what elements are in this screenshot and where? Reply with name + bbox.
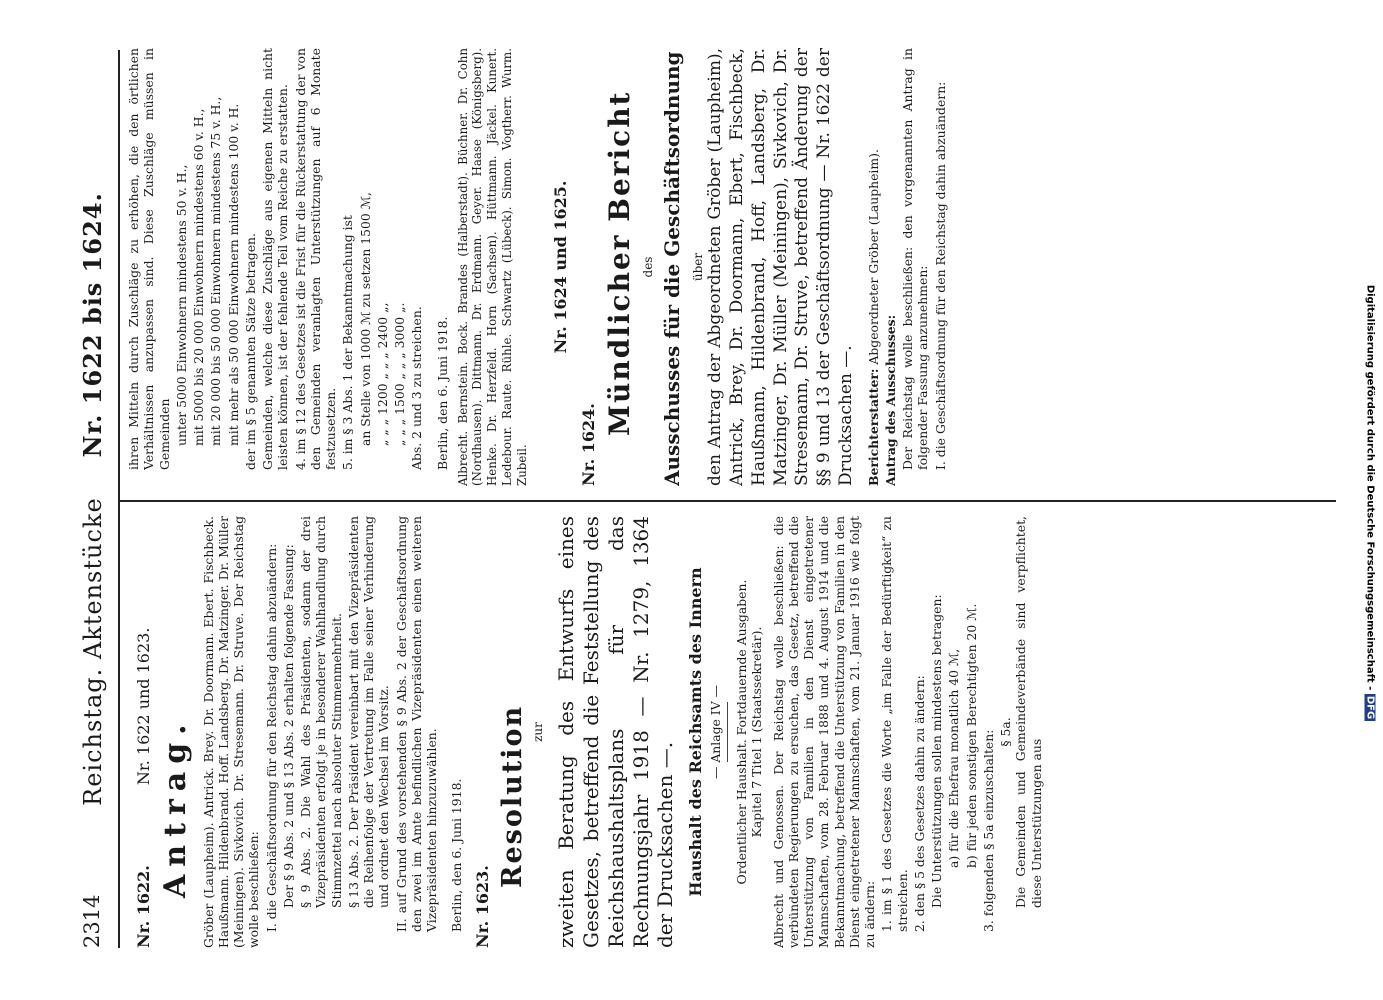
tier-4: mit mehr als 50 000 Einwohnern mindestens 100 v. H. xyxy=(225,103,241,446)
dfg-watermark xyxy=(1359,8,1381,998)
bericht-subtitle: Ausschusses für die Geschäftsordnung xyxy=(659,51,684,486)
anlage: — Anlage IV — xyxy=(707,685,723,779)
page-header xyxy=(72,50,112,948)
antrag-title: Antrag. xyxy=(157,716,193,898)
ordentlicher-haushalt: Ordentlicher Haushalt. Fortdauernde Ausgaben. xyxy=(734,579,750,885)
antrag-item-i: I. die Geschäftsordnung für den Reichstag dahin abzuändern: xyxy=(263,543,279,932)
resolution-item-2b: b) für jeden sonstigen Berechtigten 20 ℳ. xyxy=(963,603,979,868)
left-column xyxy=(126,516,1344,948)
berichterstatter xyxy=(866,48,881,486)
item-5-row-1: an Stelle von 1000 ℳ zu setzen 1500 ℳ, xyxy=(357,192,373,446)
tier-5: der im § 5 genannten Sätze betragen. xyxy=(242,233,258,470)
header-rule xyxy=(118,50,120,948)
resolution-body: Albrecht und Genossen. Der Reichstag wolle beschließen: die verbündeten Regierungen zu ersuchen, das Gesetz, betreffend die Unterstützung von Familien in den Dienst eingetretener Mannschaften, vom 28. Februar 1888 und 4. August 1914 und die Bekanntmachung, betreffend die Unterstützung von Familien in den Dienst eingetretener Mannschaften, vom 21. Januar 1916 wie folgt zu ändern: xyxy=(770,516,878,948)
resolution-item-2: 2. den § 5 des Gesetzes dahin zu ändern: xyxy=(911,675,927,932)
nr-1622-heading: Nr. 1622.Nr. 1622 und 1623. xyxy=(134,627,153,948)
bericht-title: Mündlicher Bericht xyxy=(602,90,636,436)
antrag-date: Berlin, den 6. Juni 1918. xyxy=(449,778,465,932)
document-page xyxy=(26,20,1356,980)
continued-text: ihren Mitteln durch Zuschläge zu erhöhen, die den örtlichen Verhältnissen anzupassen sind. Diese Zuschläge müssen in Gemeinden xyxy=(126,48,172,470)
haushalt-heading: Haushalt des Reichsamts des Innern xyxy=(686,567,706,897)
item-5-row-2: „ „ „ 1200 „ „ „ 2400 „, xyxy=(374,302,390,446)
resolution-date: Berlin, den 6. Juni 1918. xyxy=(434,316,450,470)
antrag-par9: § 9 Abs. 2. Die Wahl des Präsidenten, sodann der drei Vizepräsidenten erfolgt je in besonderer Wahlhandlung durch Stimmzettel nach absoluter Stimmenmehrheit. xyxy=(298,516,344,908)
tier-2: mit 5000 bis 20 000 Einwohnern mindestens 60 v. H., xyxy=(191,108,206,446)
antrag-der: Der § 9 Abs. 2 und § 13 Abs. 2 erhalten folgende Fassung: xyxy=(280,544,296,908)
par-5a-body: Die Gemeinden und Gemeindeverbände sind verpflichtet, diese Unterstützungen aus xyxy=(1013,516,1044,908)
item-5-row-3: „ „ „ 1500 „ „ „ 3000 „. xyxy=(392,302,407,446)
nr-1624-1625-heading: Nr. 1624 und 1625. xyxy=(551,180,571,354)
berichterstatter-label: Berichterstatter: xyxy=(865,368,881,486)
signatories: Albrecht. Bernstein. Bock. Brandes (Halberstadt). Büchner. Dr. Cohn (Nordhausen). Dittmann. Dr. Erdmann. Geyer. Haase (Königsberg). Henke. Dr. Herzfeld. Horn (Sachsen). Hüttmann. Jäckel. Kunert. Ledebour. Raute. Rühle. Schwartz (Lübeck). Simon. Vogtherr. Wurm. Zubeil. xyxy=(455,48,529,486)
antrag-des-ausschusses-text: Der Reichstag wolle beschließen: den vorgenannten Antrag in folgender Fassung anzunehmen: xyxy=(900,48,931,470)
gemeinden-text: Gemeinden, welche diese Zuschläge aus eigenen Mitteln nicht leisten können, ist der fehlende Teil vom Reiche zu erstatten. xyxy=(260,48,291,470)
resolution-item-3: 3. folgenden § 5a einzuschalten: xyxy=(980,729,996,932)
separator xyxy=(727,702,728,762)
running-title-text: Reichstag. Aktenstücke xyxy=(79,497,107,806)
bericht-body: den Antrag der Abgeordneten Gröber (Laupheim), Antrick, Brey, Dr. Doormann, Ebert, Fischbeck, Haußmann, Hildenbrand, Hoff, Landsberg, Dr. Matzinger, Dr. Müller (Meiningen), Sivkovich, Dr. Stresemann, Dr. Struve, betreffend Änderung der §§ 9 und 13 der Geschäftsordnung — Nr. 1622 der Drucksachen —. xyxy=(705,48,856,486)
nr-1624-heading: Nr. 1624. xyxy=(579,403,599,486)
par-5a-heading: § 5a. xyxy=(998,717,1014,747)
page-number: 2314 xyxy=(80,894,104,948)
right-column xyxy=(126,48,1344,486)
item-5: 5. im § 3 Abs. 1 der Bekanntmachung ist xyxy=(340,215,356,470)
berichterstatter-name: Abgeordneter Gröber (Laupheim). xyxy=(865,149,881,365)
resolution-subject: zweiten Beratung des Entwurfs eines Gesetzes, betreffend die Feststellung des Reichshaushaltsplans für das Rechnungsjahr 1918 — Nr. 1279, 1364 der Drucksachen —. xyxy=(554,516,678,948)
dfg-logo: DFG xyxy=(1364,695,1376,720)
antrag-des-ausschusses-label: Antrag des Ausschusses: xyxy=(882,314,898,486)
kapitel: Kapitel 7 Titel 1 (Staatssekretär). xyxy=(749,626,765,838)
resolution-item-2a: a) für die Ehefrau monatlich 40 ℳ, xyxy=(946,648,962,868)
running-title-range: Nr. 1622 bis 1624. xyxy=(78,192,107,458)
antrag-par13: § 13 Abs. 2. Der Präsident vereinbart mit den Vizepräsidenten die Reihenfolge der Vertretung im Falle seiner Verhinderung und ordnet den Wechsel im Vorsitz. xyxy=(345,516,392,908)
tier-1: unter 5000 Einwohnern mindestens 50 v. H., xyxy=(173,164,189,446)
antrag-item-ii: II. auf Grund des vorstehenden § 9 Abs. 2 der Geschäftsordnung den zwei im Amte befindlichen Vizepräsidenten einen weiteren Vizepräsidenten hinzuzuwählen. xyxy=(393,516,440,932)
resolution-title: Resolution xyxy=(497,704,529,888)
antrag-authors: Gröber (Laupheim). Antrick. Brey. Dr. Doormann. Ebert. Fischbeck. Haußmann. Hildenbrand. Hoff. Landsberg. Dr. Matzinger. Dr. Müller (Meiningen). Sivkovich. Dr. Stresemann. Dr. Struve. Der Reichstag wolle beschließen: xyxy=(200,516,262,948)
ausschuss-item-i: I. die Geschäftsordnung für den Reichstag dahin abzuändern: xyxy=(932,81,948,470)
abs-streichen: Abs. 2 und 3 zu streichen. xyxy=(409,306,425,470)
resolution-zur: zur xyxy=(531,722,546,742)
bericht-des: des xyxy=(641,256,656,278)
item-4: 4. im § 12 des Gesetzes ist die Frist für die Rückerstattung der von den Gemeinden veranlagten Unterstützungen auf 6 Monate festzusetzen. xyxy=(292,48,338,470)
bericht-ueber: über xyxy=(690,252,705,282)
watermark-text: Digitalisierung gefördert durch die Deutsche Forschungsgemeinschaft - DFG xyxy=(1364,284,1376,720)
running-title xyxy=(78,50,107,948)
nr-1623-heading: Nr. 1623. xyxy=(472,865,492,948)
column-rule xyxy=(118,500,1336,502)
resolution-item-2-text: Die Unterstützungen sollen mindestens betragen: xyxy=(929,594,945,908)
resolution-item-1: 1. im § 1 des Gesetzes die Worte „im Falle der Bedürftigkeit“ zu streichen. xyxy=(879,516,910,932)
tier-3: mit 20 000 bis 50 000 Einwohnern mindestens 75 v. H., xyxy=(208,96,224,446)
